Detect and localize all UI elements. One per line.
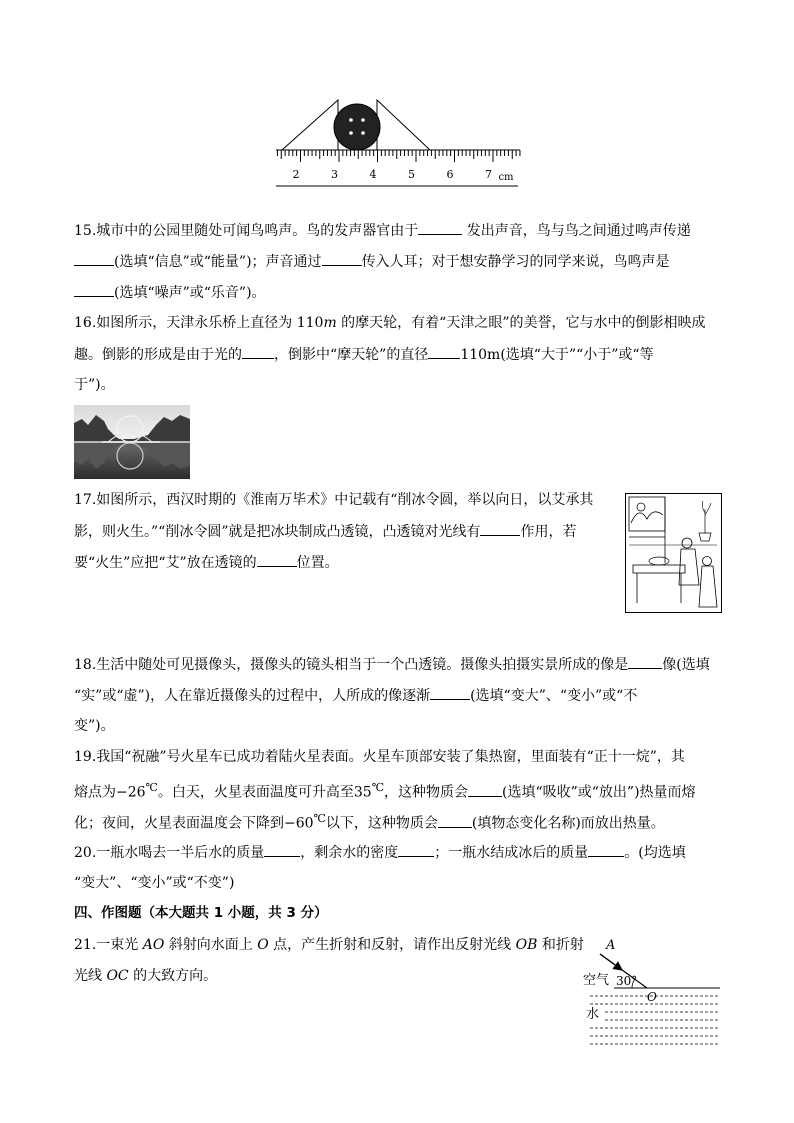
incident-arrow: [600, 954, 622, 970]
q18-line3: 变”)。: [74, 718, 115, 734]
answer-blank[interactable]: [588, 842, 624, 857]
q21-line2: 光线 OC 的大致方向。: [74, 968, 218, 984]
q15-line1: 15.城市中的公园里随处可闻鸟鸣声。鸟的发声器官由于 发出声音，鸟与鸟之间通过鸣声传递: [74, 220, 691, 241]
left-triangle: [282, 100, 338, 150]
q18-line2: “实”或“虚”)，人在靠近摄像头的过程中，人所成的像逐渐 (选填“变大”、“变小”或“不: [74, 685, 637, 706]
answer-blank[interactable]: [438, 813, 472, 828]
q21-line1: 21.一束光 AO 斜射向水面上 O 点，产生折射和反射，请作出反射光线 OB 和折射: [74, 937, 584, 953]
answer-blank[interactable]: [398, 842, 434, 857]
q19-line3: 化；夜间，火星表面温度会下降到−60℃以下，这种物质会 (填物态变化名称)而放出热量。: [74, 812, 665, 832]
label-o: O: [647, 990, 657, 1004]
q18-line1: 18.生活中随处可见摄像头，摄像头的镜头相当于一个凸透镜。摄像头拍摄实景所成的像是 像(选填: [74, 654, 710, 675]
label-air: 空气: [583, 973, 610, 988]
answer-blank[interactable]: [242, 344, 274, 359]
ancient-illustration: [625, 493, 722, 613]
answer-blank[interactable]: [418, 220, 462, 235]
ruler-tick-label: 5: [408, 168, 415, 181]
ruler-unit: cm: [498, 172, 514, 183]
answer-blank[interactable]: [257, 552, 297, 567]
coin-hole: [361, 131, 365, 135]
ruler-ticks: [277, 150, 520, 162]
answer-blank[interactable]: [628, 654, 662, 669]
answer-blank[interactable]: [480, 521, 520, 536]
q16-line1: 16.如图所示，天津永乐桥上直径为 110m 的摩天轮，有着“天津之眼”的美誉，它与水中的倒影相映成: [74, 315, 706, 331]
q19-line1: 19.我国“祝融”号火星车已成功着陆火星表面。火星车顶部安装了集热窗，里面装有“正十一烷”，其: [74, 749, 685, 765]
answer-blank[interactable]: [264, 842, 300, 857]
q15-line2: (选填“信息”或“能量”)；声音通过 传入人耳；对于想安静学习的同学来说，鸟鸣声是: [74, 251, 670, 272]
refraction-diagram: [580, 930, 725, 1050]
section-heading: 四、作图题（本大题共 1 小题，共 3 分）: [74, 905, 328, 921]
ruler-tick-label: 2: [292, 168, 300, 181]
q16-line3: 于”)。: [74, 377, 115, 393]
ruler-tick-label: 3: [331, 168, 338, 181]
label-a: A: [606, 938, 616, 953]
ruler-figure: [270, 96, 525, 190]
ruler-tick-label: 4: [369, 168, 377, 181]
answer-blank[interactable]: [468, 782, 502, 797]
answer-blank[interactable]: [322, 251, 362, 266]
answer-blank[interactable]: [74, 251, 114, 266]
label-water: 水: [586, 1007, 600, 1022]
ruler-tick-label: 6: [446, 168, 454, 181]
answer-blank[interactable]: [430, 685, 470, 700]
q16-line2: 趣。倒影的形成是由于光的 ，倒影中“摩天轮”的直径 110m(选填“大于”“小于”或“等: [74, 344, 654, 365]
q19-line2: 熔点为−26℃。白天，火星表面温度可升高至35℃，这种物质会 (选填“吸收”或“放出”)热量而熔: [74, 781, 696, 801]
coin-hole: [349, 131, 353, 135]
q17-line3: 要“火生”应把“艾”放在透镜的 位置。: [74, 552, 339, 573]
ruler-tick-label: 7: [485, 168, 492, 181]
answer-blank[interactable]: [428, 344, 460, 359]
label-angle: 30°: [616, 974, 638, 988]
coin: [334, 104, 380, 150]
ferris-wheel-photo: [74, 405, 190, 479]
coin-hole: [361, 118, 365, 122]
coin-hole: [349, 118, 353, 122]
answer-blank[interactable]: [74, 282, 114, 297]
q20-line1: 20.一瓶水喝去一半后水的质量 ，剩余水的密度 ；一瓶水结成冰后的质量 。(均选填: [74, 842, 686, 863]
q17-line2: 影，则火生。”“削冰令圆”就是把冰块制成凸透镜，凸透镜对光线有 作用，若: [74, 521, 576, 542]
q17-line1: 17.如图所示，西汉时期的《淮南万毕术》中记载有“削冰令圆，举以向日，以艾承其: [74, 492, 594, 508]
right-triangle: [377, 100, 430, 150]
q15-line3: (选填“噪声”或“乐音”)。: [74, 282, 266, 303]
q20-line2: “变大”、“变小”或“不变”): [74, 875, 235, 891]
